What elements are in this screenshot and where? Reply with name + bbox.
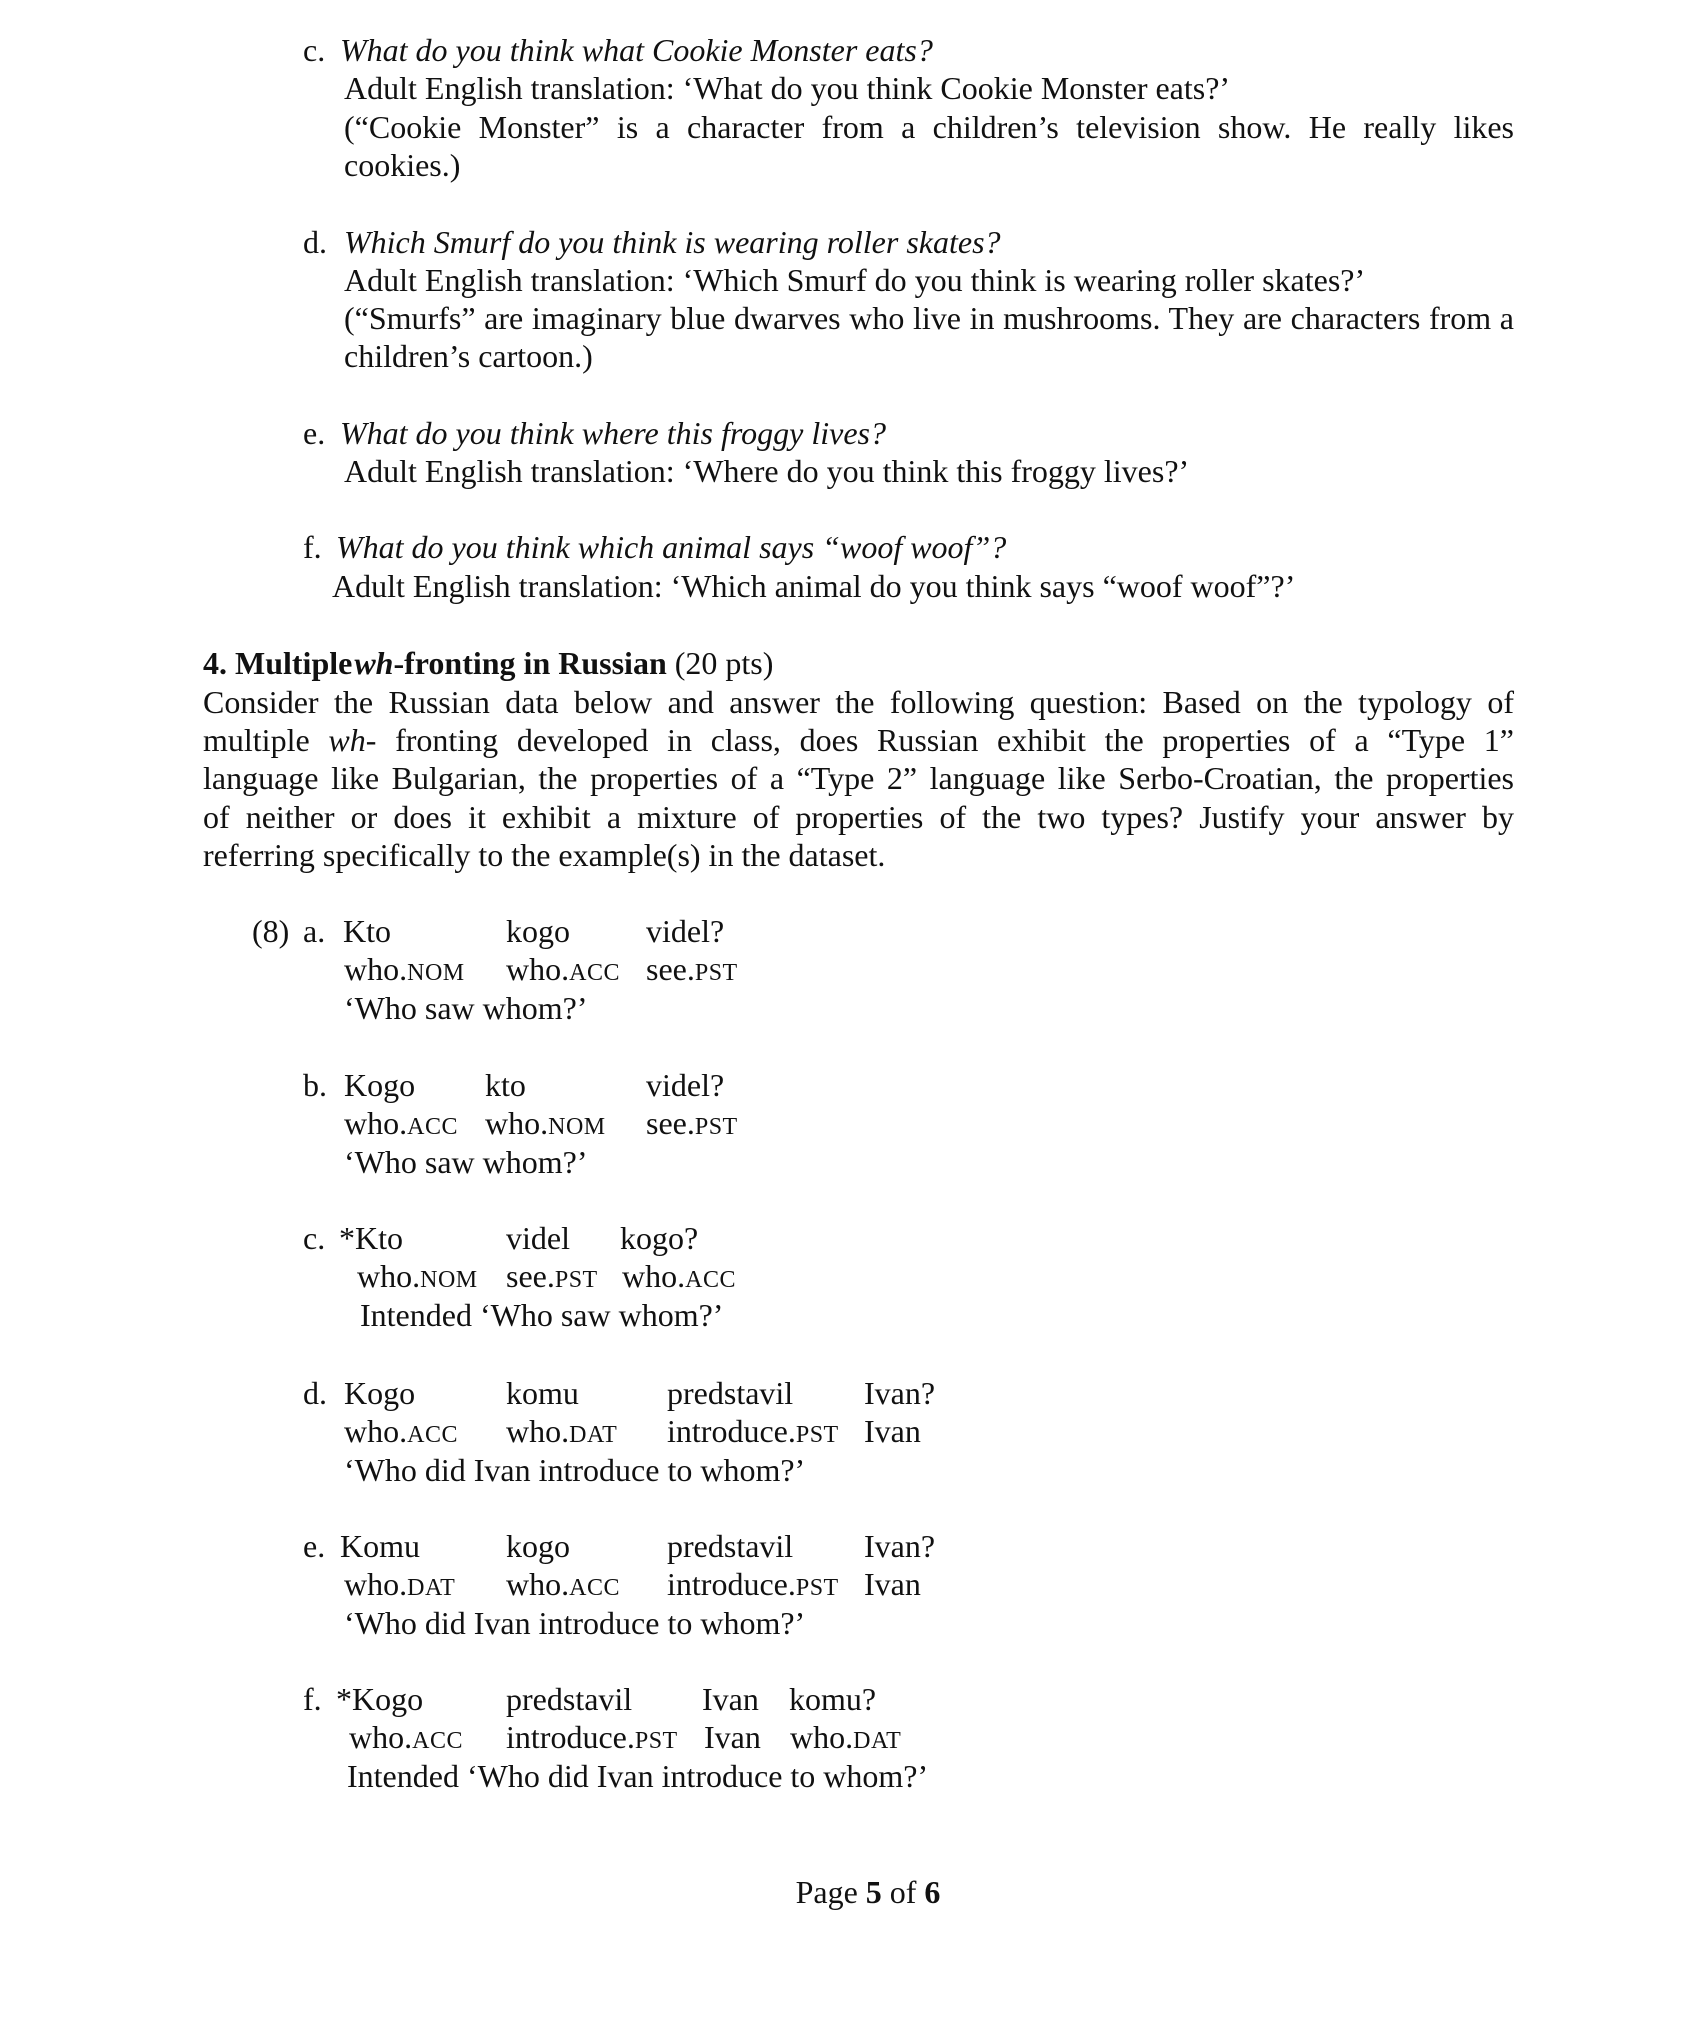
gloss-stem: who.: [344, 1105, 408, 1141]
question-line-2: [203, 721, 1514, 759]
gloss-word: Ivan: [704, 1719, 761, 1755]
russian-word: Ivan?: [864, 1528, 936, 1564]
gloss-category: DAT: [569, 1422, 618, 1448]
page-total: 6: [924, 1874, 941, 1910]
example-letter: f.: [303, 1681, 322, 1717]
example-letter: b.: [303, 1067, 327, 1103]
gloss-word: [506, 1718, 678, 1760]
section-number: 4.: [203, 645, 227, 681]
gloss-stem: see.: [506, 1258, 555, 1294]
gloss-category: DAT: [407, 1575, 456, 1601]
question-text: multiple: [203, 722, 329, 758]
gloss-stem: see.: [646, 951, 695, 987]
page-label: Page: [795, 1874, 858, 1910]
of-label: of: [889, 1874, 917, 1910]
gloss-stem: introduce.: [506, 1719, 635, 1755]
question-text: - fronting developed in class, does Russian exhibit the properties of a “Type 1”: [365, 722, 1515, 758]
gloss-word: Ivan: [864, 1566, 921, 1602]
section-heading: [203, 644, 773, 682]
gloss-category: NOM: [548, 1114, 606, 1140]
russian-word: *Kogo: [336, 1681, 424, 1717]
russian-word: Kto: [343, 913, 391, 949]
gloss-word: [344, 950, 465, 992]
gloss-word: [357, 1257, 478, 1299]
gloss-category: NOM: [407, 960, 465, 986]
section-points: (20 pts): [674, 645, 774, 681]
gloss-stem: who.: [790, 1719, 854, 1755]
russian-word: komu: [506, 1375, 579, 1411]
example-translation: ‘Who saw whom?’: [344, 1144, 588, 1180]
gloss-category: PST: [795, 1422, 839, 1448]
gloss-stem: introduce.: [667, 1566, 796, 1602]
gloss-word: [667, 1412, 839, 1454]
item-d-adult-translation: Adult English translation: ‘Which Smurf do you think is wearing roller skates?’: [344, 262, 1366, 298]
gloss-category: PST: [694, 960, 738, 986]
gloss-category: PST: [634, 1728, 678, 1754]
russian-word: Kogo: [344, 1067, 416, 1103]
example-translation: Intended ‘Who did Ivan introduce to whom?’: [347, 1758, 929, 1794]
gloss-stem: who.: [506, 951, 570, 987]
russian-word: videl?: [646, 1067, 725, 1103]
gloss-stem: who.: [344, 1413, 408, 1449]
item-e-adult-translation: Adult English translation: ‘Where do you think this froggy lives?’: [344, 453, 1190, 489]
example-letter: e.: [303, 1528, 326, 1564]
gloss-stem: who.: [485, 1105, 549, 1141]
gloss-word: [506, 1412, 617, 1454]
item-c-note: (“Cookie Monster” is a character from a children’s television show. He really likes cookies.): [344, 109, 1514, 183]
gloss-word: [790, 1718, 901, 1760]
gloss-word: [506, 950, 620, 992]
section-title-a: Multiple: [235, 645, 353, 681]
gloss-stem: introduce.: [667, 1413, 796, 1449]
gloss-category: PST: [795, 1575, 839, 1601]
section-title-wh: wh: [354, 645, 394, 681]
gloss-word: [622, 1257, 736, 1299]
gloss-category: DAT: [853, 1728, 902, 1754]
gloss-stem: who.: [349, 1719, 413, 1755]
page-footer: [18, 1873, 1700, 1911]
gloss-category: ACC: [407, 1422, 458, 1448]
gloss-word: [344, 1565, 455, 1607]
item-c-adult-translation: Adult English translation: ‘What do you think Cookie Monster eats?’: [344, 70, 1231, 106]
question-line-4: of neither or does it exhibit a mixture of properties of the two types? Justify your answer by: [203, 799, 1514, 835]
gloss-stem: who.: [344, 951, 408, 987]
gloss-category: ACC: [412, 1728, 463, 1754]
gloss-word: [485, 1104, 606, 1146]
russian-word: predstavil: [667, 1375, 794, 1411]
russian-word: kogo: [506, 913, 570, 949]
item-e-child-utterance: What do you think where this froggy lives?: [340, 415, 886, 451]
gloss-stem: who.: [357, 1258, 421, 1294]
item-f-letter: f.: [303, 529, 322, 565]
russian-word: videl: [506, 1220, 570, 1256]
item-c-letter: c.: [303, 32, 326, 68]
gloss-stem: who.: [344, 1566, 408, 1602]
question-line-3: language like Bulgarian, the properties of a “Type 2” language like Serbo-Croatian, the properties: [203, 760, 1514, 796]
gloss-word: [646, 1104, 738, 1146]
example-number: (8): [252, 913, 290, 949]
gloss-word: [506, 1565, 620, 1607]
item-d-note: (“Smurfs” are imaginary blue dwarves who live in mushrooms. They are characters from a children’s cartoon.): [344, 300, 1514, 374]
example-translation: ‘Who saw whom?’: [344, 990, 588, 1026]
russian-word: Ivan?: [864, 1375, 936, 1411]
gloss-category: PST: [554, 1267, 598, 1293]
question-wh: wh: [328, 722, 366, 758]
example-translation: Intended ‘Who saw whom?’: [360, 1297, 724, 1333]
question-line-5: referring specifically to the example(s) in the dataset.: [203, 837, 886, 873]
gloss-category: PST: [694, 1114, 738, 1140]
gloss-stem: who.: [506, 1413, 570, 1449]
example-translation: ‘Who did Ivan introduce to whom?’: [344, 1605, 806, 1641]
russian-word: Komu: [340, 1528, 420, 1564]
russian-word: kogo: [506, 1528, 570, 1564]
gloss-word: [349, 1718, 463, 1760]
section-title-b: -fronting in Russian: [393, 645, 667, 681]
russian-word: predstavil: [506, 1681, 633, 1717]
russian-word: komu?: [789, 1681, 877, 1717]
gloss-category: ACC: [685, 1267, 736, 1293]
russian-word: Kogo: [344, 1375, 416, 1411]
gloss-category: ACC: [407, 1114, 458, 1140]
gloss-category: NOM: [420, 1267, 478, 1293]
gloss-stem: who.: [506, 1566, 570, 1602]
item-d-letter: d.: [303, 224, 327, 260]
gloss-category: ACC: [569, 1575, 620, 1601]
russian-word: predstavil: [667, 1528, 794, 1564]
page-number: 5: [865, 1874, 882, 1910]
gloss-stem: see.: [646, 1105, 695, 1141]
example-letter: a.: [303, 913, 326, 949]
gloss-word: [506, 1257, 598, 1299]
russian-word: kogo?: [620, 1220, 699, 1256]
item-f-adult-translation: Adult English translation: ‘Which animal do you think says “woof woof”?’: [332, 568, 1296, 604]
example-translation: ‘Who did Ivan introduce to whom?’: [344, 1452, 806, 1488]
item-c-child-utterance: What do you think what Cookie Monster eats?: [340, 32, 933, 68]
question-line-1: Consider the Russian data below and answer the following question: Based on the typology of: [203, 684, 1514, 720]
gloss-word: Ivan: [864, 1413, 921, 1449]
russian-word: *Kto: [339, 1220, 403, 1256]
item-e-letter: e.: [303, 415, 326, 451]
gloss-word: [344, 1412, 458, 1454]
item-f-child-utterance: What do you think which animal says “woof woof”?: [336, 529, 1007, 565]
russian-word: videl?: [646, 913, 725, 949]
example-letter: d.: [303, 1375, 327, 1411]
example-letter: c.: [303, 1220, 326, 1256]
gloss-word: [667, 1565, 839, 1607]
gloss-word: [646, 950, 738, 992]
item-d-child-utterance: Which Smurf do you think is wearing roller skates?: [344, 224, 1001, 260]
russian-word: Ivan: [702, 1681, 759, 1717]
gloss-word: [344, 1104, 458, 1146]
russian-word: kto: [485, 1067, 526, 1103]
gloss-stem: who.: [622, 1258, 686, 1294]
gloss-category: ACC: [569, 960, 620, 986]
